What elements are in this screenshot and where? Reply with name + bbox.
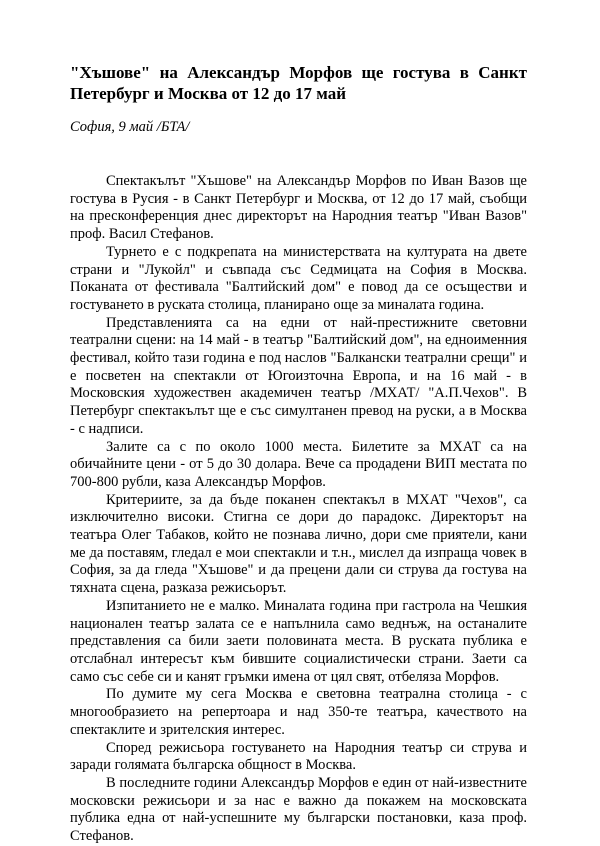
article-paragraph: Представленията са на едни от най-престижните световни театрални сцени: на 14 май - в театър "Балтийский дом", на едноименния фестивал, който тази година е под наслов "Балкански театрални срещи" и е посветен на спектакли от Югоизточна Европа, и на 16 май - в Московския художествен академичен театър /МХАТ/ "А.П.Чехов". В Петербург спектакълът ще е със симултанен превод на руски, а в Москва - с надписи. [70, 314, 527, 437]
article-paragraph: Според режисьора гостуването на Народния театър си струва и заради голямата българска общност в Москва. [70, 739, 527, 774]
article-paragraph: Турнето е с подкрепата на министерствата на културата на двете страни и "Лукойл" и съвпада със Седмицата на София в Москва. Поканата от фестивала "Балтийский дом" е повод да се осъществи и гостуването в руската столица, планирано още за миналата година. [70, 243, 527, 313]
article-paragraph: Критериите, за да бъде поканен спектакъл в МХАТ "Чехов", са изключително високи. Стигна се дори до парадокс. Директорът на театъра Олег Табаков, който не познава лично, дори сме приятели, кани ме да поставям, гледал е мои спектакли и т.н., мислел да изпраща човек в София, за да гледа "Хъшове" и да прецени дали си струва да гостува на тяхната сцена, разказа режисьорът. [70, 491, 527, 597]
article-title: "Хъшове" на Александър Морфов ще гостува в Санкт Петербург и Москва от 12 до 17 май [70, 63, 527, 103]
article [70, 62, 527, 846]
article-paragraph: Залите са с по около 1000 места. Билетите за МХАТ са на обичайните цени - от 5 до 30 долара. Вече са продадени ВИП местата по 700-800 рубли, каза Александър Морфов. [70, 438, 527, 490]
article-paragraph: В последните години Александър Морфов е един от най-известните московски режисьори и за нас е важно да покажем на московската публика една от най-успешните му български постановки, каза проф. Стефанов. [70, 774, 527, 845]
article-paragraph: По думите му сега Москва е световна театрална столица - с многообразието на репертоара и над 350-те театъра, качеството на спектаклите и зрителския интерес. [70, 686, 527, 738]
article-paragraph: Изпитанието не е малко. Миналата година при гастрола на Чешкия национален театър залата се е напълнила само веднъж, на останалите представления са били заети половината места. В руската публика е отслабнал интересът към бившите социалистически страни. Заети са само със себе си и канят гръмки имена от цял свят, отбеляза Морфов. [70, 597, 527, 685]
article-body [70, 173, 527, 846]
article-paragraph: Спектакълът "Хъшове" на Александър Морфов по Иван Вазов ще гостува в Русия - в Санкт Петербург и Москва, от 12 до 17 май, съобщи на пресконференция днес директорът на Народния театър "Иван Вазов" проф. Васил Стефанов. [70, 173, 527, 243]
article-dateline: София, 9 май /БТА/ [70, 119, 190, 135]
